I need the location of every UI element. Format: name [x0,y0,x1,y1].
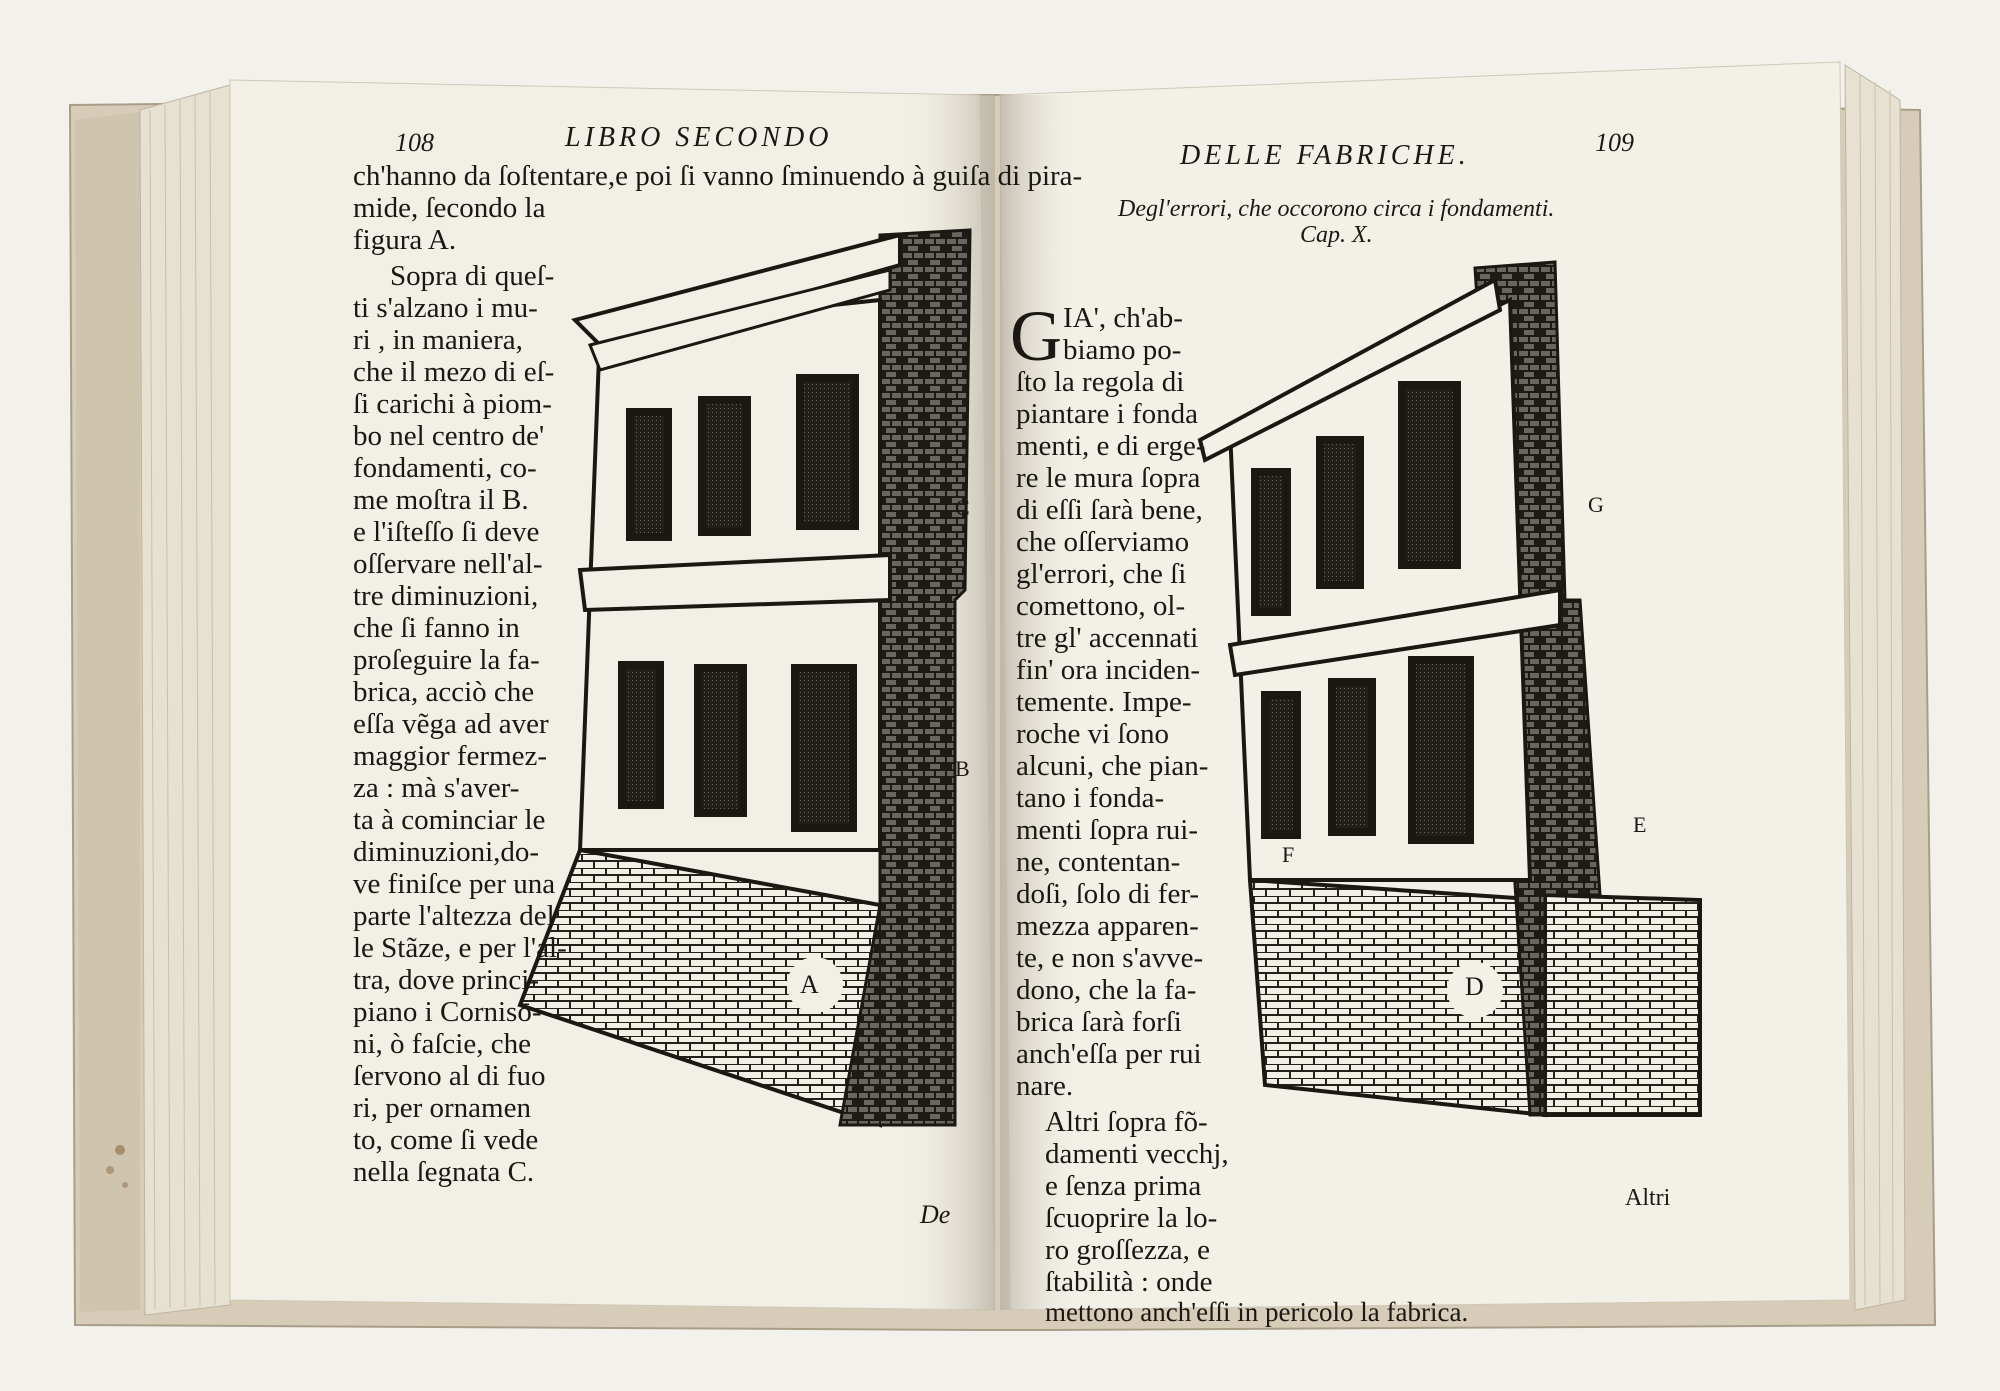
text-line: roche vi ſono [1016,718,1170,750]
text-line: ch'hanno da ſoſtentare,e poi ſi vanno ſminuendo à guiſa di pira- [353,160,1083,192]
text-line: anch'eſſa per rui [1016,1038,1202,1070]
text-line: ti s'alzano i mu- [353,292,538,324]
text-line: biamo po- [1063,334,1182,366]
drop-cap: G [1010,296,1062,376]
text-line: che il mezo di eſ- [353,356,555,388]
text-line: fin' ora inciden- [1016,654,1200,686]
chapter-number: Cap. X. [1300,222,1373,248]
figure-label-g: G [1588,492,1604,517]
text-line: e l'iſteſſo ſi deve [353,516,540,548]
text-line: za : mà s'aver- [353,772,520,804]
text-line: mide, ſecondo la [353,192,546,224]
figure-label-b: B [955,756,970,781]
text-line: parte l'altezza del [353,900,555,932]
catchword-right: Altri [1625,1185,1671,1211]
figure-label-a: A [800,970,819,999]
text-line: gl'errori, che ſi [1016,558,1187,590]
text-line: ne, contentan- [1016,846,1181,878]
text-line: che oſſerviamo [1016,526,1190,558]
page-number-right: 109 [1595,128,1634,157]
text-line: comettono, ol- [1016,590,1186,622]
running-head-right: DELLE FABRICHE. [1180,140,1470,171]
figure-label-e: E [1633,812,1647,837]
text-line: ſi carichi à piom- [353,388,552,420]
text-line: temente. Impe- [1016,686,1192,718]
text-line: ve finiſce per una [353,868,556,900]
text-line: ſtabilità : onde [1045,1266,1213,1298]
text-line: ſervono al di fuo [353,1060,546,1092]
text-line: bo nel centro de' [353,420,545,452]
text-line: brica, acciò che [353,676,535,708]
figure-label-d: D [1465,972,1484,1001]
text-line: tre gl' accennati [1016,622,1199,654]
figure-label-c: C [955,495,970,520]
chapter-title: Degl'errori, che occorono circa i fondamenti. [1118,196,1555,222]
text-line: maggior fermez- [353,740,548,772]
catchword-left: De [920,1200,951,1229]
text-line: fondamenti, co- [353,452,537,484]
text-line: IA', ch'ab- [1063,302,1183,334]
text-line: nella ſegnata C. [353,1156,535,1188]
text-line: menti, e di erge- [1016,430,1206,462]
text-line: nare. [1016,1070,1074,1102]
text-line: mezza apparen- [1016,910,1199,942]
text-line: ſcuoprire la lo- [1045,1202,1218,1234]
running-head-left: LIBRO SECONDO [565,122,833,153]
text-line: tre diminuzioni, [353,580,539,612]
text-line: brica ſarà forſi [1016,1006,1182,1038]
text-line: doſi, ſolo di fer- [1016,878,1200,910]
figure-label-f: F [1282,842,1295,867]
text-line: tra, dove princi- [353,964,540,996]
text-line: te, e non s'avve- [1016,942,1204,974]
text-line: ri, per ornamen [353,1092,531,1124]
text-line: figura A. [353,224,457,256]
text-line: mettono anch'eſſi in pericolo la fabrica. [1045,1297,1469,1327]
text-line: tano i fonda- [1016,782,1165,814]
text-line: dono, che la fa- [1016,974,1197,1006]
text-line: ta à cominciar le [353,804,546,836]
text-line: menti ſopra rui- [1016,814,1199,846]
text-line: e ſenza prima [1045,1170,1202,1202]
page-number-left: 108 [395,128,434,157]
text-line: ſto la regola di [1016,366,1185,398]
text-line: to, come ſi vede [353,1124,539,1156]
text-line: piantare i fonda [1016,398,1198,430]
text-line: proſeguire la fa- [353,644,540,676]
text-line: Sopra di queſ- [390,260,555,292]
text-line: me moſtra il B. [353,484,529,516]
text-line: che ſi fanno in [353,612,520,644]
text-line: piano i Cornisō- [353,996,542,1028]
text-line: alcuni, che pian- [1016,750,1209,782]
text-line: eſſa vẽga ad aver [353,708,549,740]
text-line: di eſſi ſarà bene, [1016,494,1203,526]
text-line: oſſervare nell'al- [353,548,543,580]
text-line: ni, ò faſcie, che [353,1028,531,1060]
text-line: damenti vecchj, [1045,1138,1229,1170]
text-line: re le mura ſopra [1016,462,1201,494]
text-line: diminuzioni,do- [353,836,540,868]
text-line: ro groſſezza, e [1045,1234,1211,1266]
text-line: le Stãze, e per l'al- [353,932,567,964]
text-line: ri , in maniera, [353,324,523,356]
text-line: Altri ſopra fõ- [1045,1106,1208,1138]
